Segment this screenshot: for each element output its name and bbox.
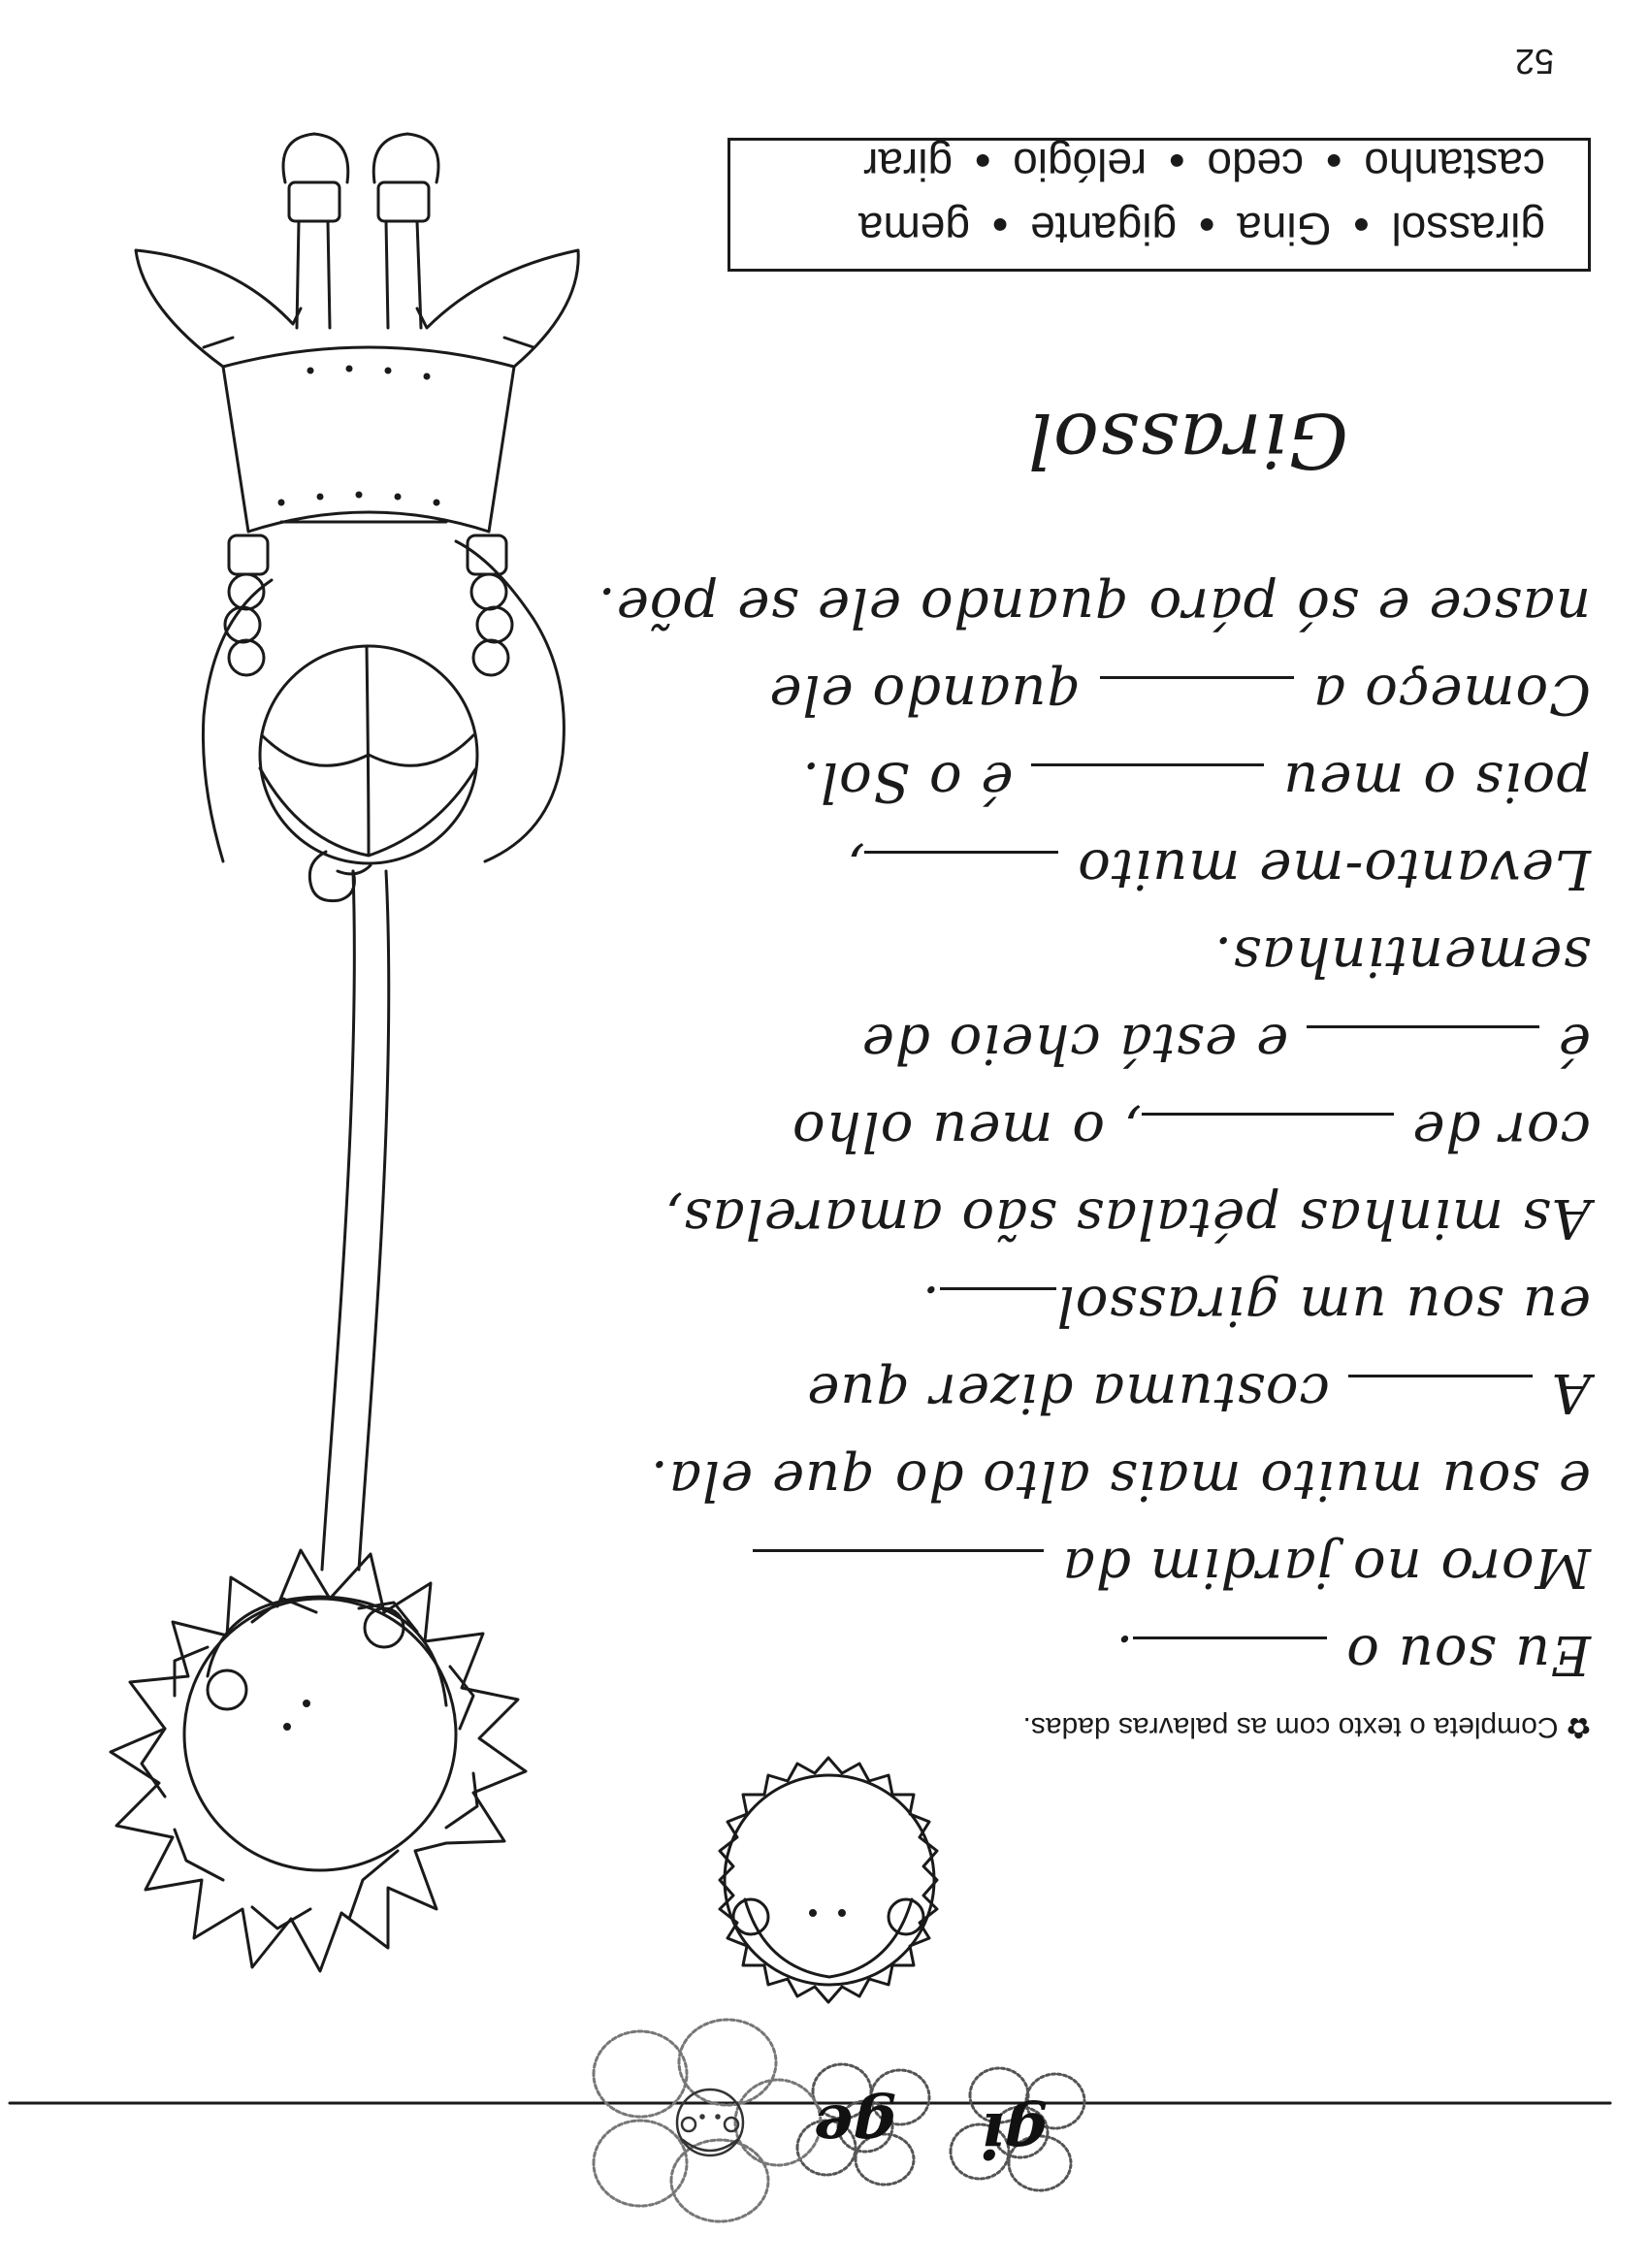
bullet-dot-icon: ● bbox=[1168, 146, 1186, 178]
answer-blank-8[interactable] bbox=[1031, 763, 1264, 809]
poem-line-3: e sou muito mais alto do que ela. bbox=[649, 1448, 1591, 1511]
bullet-dot-icon: ● bbox=[991, 210, 1010, 243]
header-syllable-ge: ge bbox=[813, 2090, 896, 2163]
header-sunflower-face bbox=[677, 2090, 743, 2155]
bullet-dot-icon: ● bbox=[1325, 146, 1343, 178]
word-bank-word: castanho bbox=[1364, 140, 1545, 191]
answer-blank-7[interactable] bbox=[864, 851, 1058, 896]
answer-blank-6[interactable] bbox=[1307, 1025, 1539, 1071]
answer-blank-5[interactable] bbox=[1142, 1113, 1394, 1158]
poem-line-11: pois o meu é o Sol. bbox=[801, 750, 1591, 813]
word-bank-row-1 bbox=[730, 195, 1545, 259]
word-bank bbox=[728, 138, 1591, 272]
bullet-dot-icon: ● bbox=[1352, 210, 1371, 243]
answer-blank-9[interactable] bbox=[1100, 676, 1294, 722]
instruction-text: Completa o texto com as palavras dadas. bbox=[1022, 1711, 1559, 1743]
word-bank-word: girar bbox=[863, 140, 954, 191]
word-bank-row-2 bbox=[730, 131, 1545, 195]
answer-blank-1[interactable] bbox=[1133, 1636, 1327, 1682]
poem-line-6: As minhas pétalas são amarelas, bbox=[663, 1186, 1591, 1249]
poem-line-1: Eu sou o . bbox=[1115, 1623, 1591, 1686]
word-bank-word: gigante bbox=[1030, 204, 1178, 254]
poem-line-5: eu sou um girassol. bbox=[921, 1274, 1591, 1337]
big-sunflower-head bbox=[111, 1550, 526, 1971]
poem-line-12: Começo a quando ele bbox=[768, 663, 1591, 726]
poem-title: Girassol bbox=[1026, 396, 1348, 483]
small-sun-face bbox=[720, 1758, 937, 2002]
word-bank-word: cedo bbox=[1207, 140, 1305, 191]
poem-line-8: é e está cheio de bbox=[860, 1012, 1591, 1075]
word-bank-word: Gina bbox=[1237, 204, 1332, 254]
sunflower-stem bbox=[322, 871, 389, 1570]
poem-line-2: Moro no jardim da bbox=[753, 1536, 1591, 1599]
girl-illustration bbox=[136, 134, 578, 901]
header-syllable-gi: gi bbox=[980, 2098, 1048, 2171]
poem-line-7: cor de , o meu olho bbox=[791, 1099, 1591, 1162]
poem-line-9: sementinhas. bbox=[1213, 924, 1591, 988]
word-bank-word: gema bbox=[857, 204, 971, 254]
bullet-dot-icon: ● bbox=[1198, 210, 1216, 243]
poem-line-4: A costuma dizer que bbox=[806, 1361, 1591, 1424]
poem-line-13: nasce e só páro quando ele se põe. bbox=[597, 575, 1591, 638]
bullet-dot-icon: ● bbox=[974, 146, 992, 178]
word-bank-word: relógio bbox=[1013, 140, 1148, 191]
poem-line-10: Levanto-me muito , bbox=[846, 837, 1591, 900]
word-bank-word: girassol bbox=[1391, 204, 1545, 254]
answer-blank-3[interactable] bbox=[1348, 1375, 1533, 1420]
answer-blank-4[interactable] bbox=[940, 1287, 1056, 1333]
page-number: 52 bbox=[1514, 42, 1554, 81]
flower-bullet-icon: ✿ bbox=[1566, 1711, 1591, 1743]
answer-blank-2[interactable] bbox=[753, 1549, 1044, 1595]
instruction bbox=[1023, 1710, 1591, 1744]
header-sunflower bbox=[594, 2020, 821, 2221]
